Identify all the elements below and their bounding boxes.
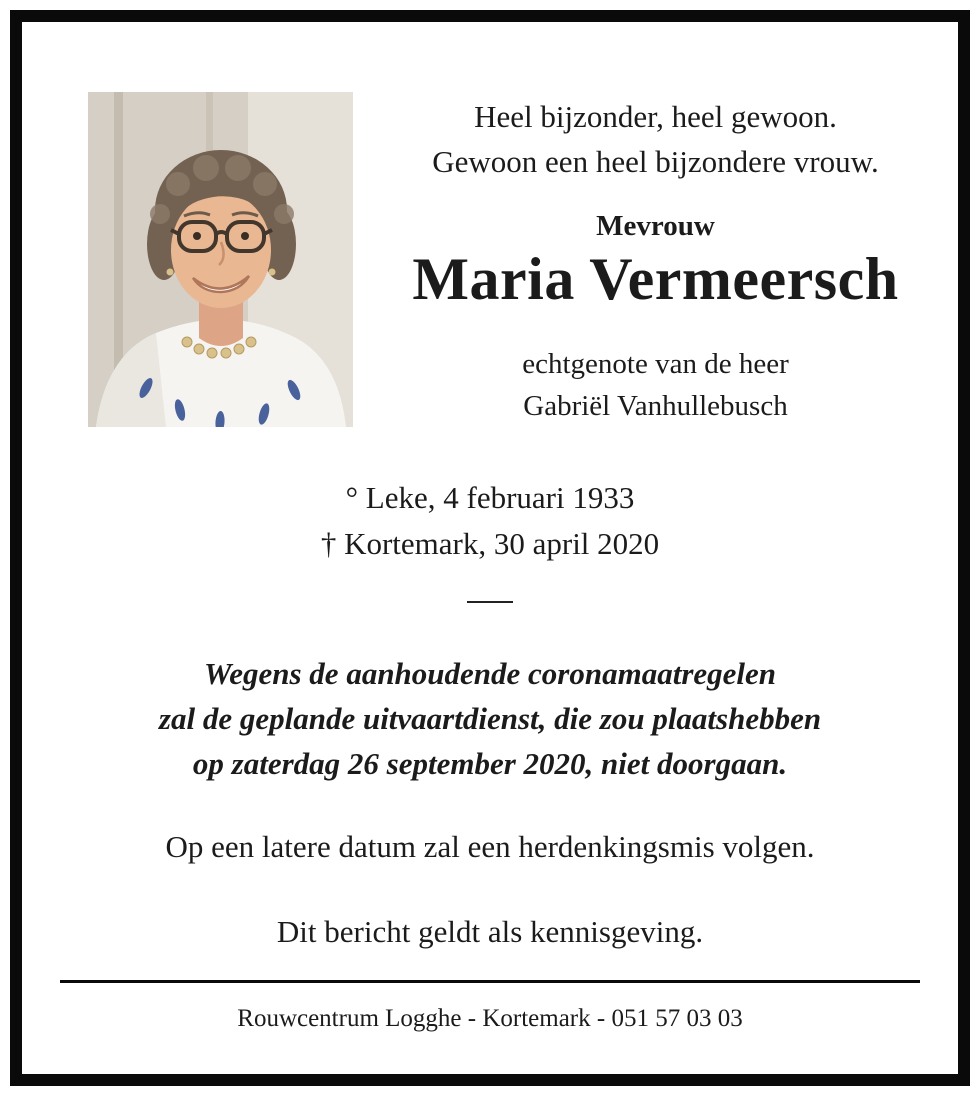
notice-line-3: op zaterdag 26 september 2020, niet doorgaan. [192,746,788,781]
obituary-card [10,10,970,1086]
intro-line-1: Heel bijzonder, heel gewoon. [474,99,837,134]
birth-line: ° Leke, 4 februari 1933 [345,480,635,515]
deceased-name: Maria Vermeersch [412,246,899,312]
separator-line [467,601,513,603]
corona-notice [22,651,958,786]
salutation: Mevrouw [596,210,715,242]
spouse-line-2: Gabriël Vanhullebusch [523,390,788,422]
portrait-photo [88,92,353,427]
notification-line: Dit bericht geldt als kennisgeving. [276,914,704,949]
life-dates [22,475,958,567]
spouse-line-1: echtgenote van de heer [522,348,789,380]
header-section [22,92,958,427]
notice-line-1: Wegens de aanhoudende coronamaatregelen [203,656,777,691]
funeral-home-footer: Rouwcentrum Logghe - Kortemark - 051 57 03 03 [237,1005,743,1032]
spouse-block [373,343,938,427]
notice-line-2: zal de geplande uitvaartdienst, die zou plaatshebben [158,701,822,736]
death-line: † Kortemark, 30 april 2020 [320,526,660,561]
header-text [353,92,958,427]
intro-line-2: Gewoon een heel bijzondere vrouw. [432,144,879,179]
memorial-line: Op een latere datum zal een herdenkingsmis volgen. [165,829,815,864]
footer-rule [60,980,920,983]
